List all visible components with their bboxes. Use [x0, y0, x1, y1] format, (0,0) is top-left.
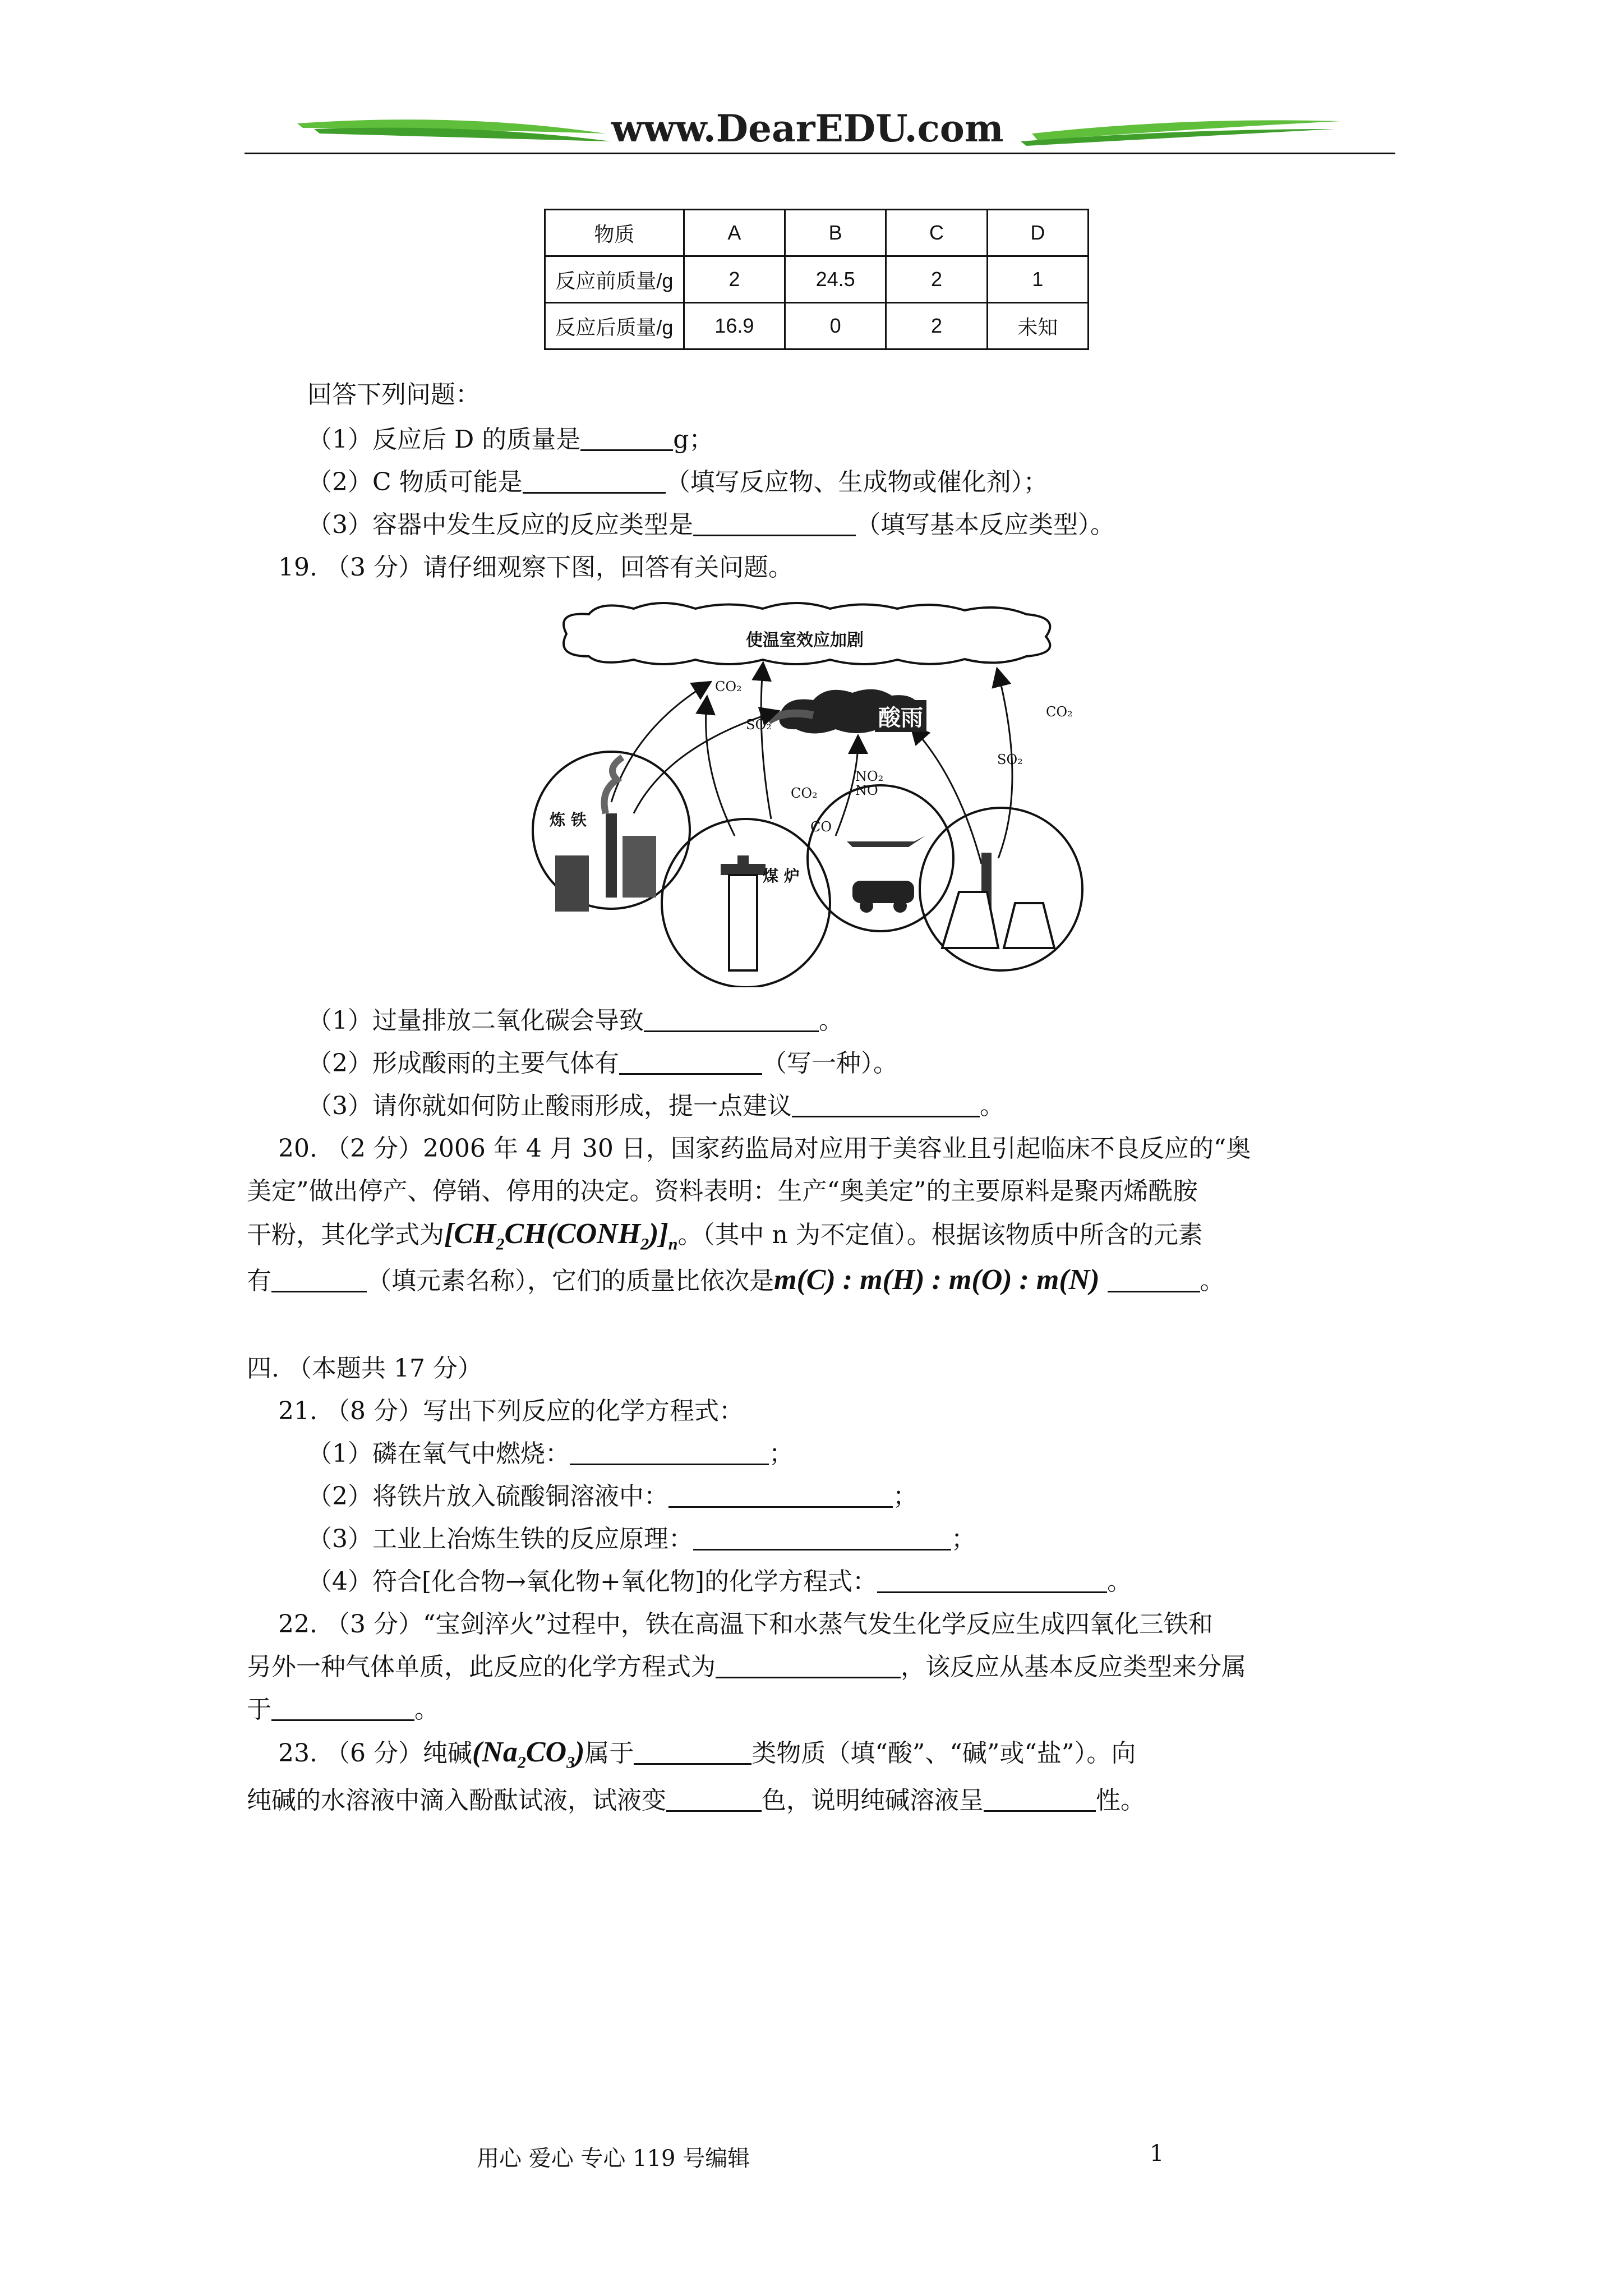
answer-blank[interactable] — [634, 1738, 751, 1765]
table-cell: 2 — [886, 256, 987, 303]
steel-label: 炼 铁 — [550, 811, 587, 829]
q21-part2: （2）将铁片放入硫酸铜溶液中： ； — [307, 1482, 917, 1511]
q21-title: 21. （8 分）写出下列反应的化学方程式： — [278, 1397, 744, 1425]
gas-label: CO — [810, 819, 832, 835]
q19-title: 19. （3 分）请仔细观察下图，回答有关问题。 — [278, 553, 793, 582]
stove-label: 煤 炉 — [763, 867, 800, 885]
answer-blank[interactable] — [666, 1786, 762, 1812]
answer-blank[interactable] — [523, 467, 666, 494]
pollution-diagram — [522, 600, 1105, 987]
q22-line1: 22. （3 分）“宝剑淬火”过程中，铁在高温下和水蒸气发生化学反应生成四氧化三铁和 — [278, 1610, 1213, 1639]
section-4-title: 四. （本题共 17 分） — [247, 1354, 482, 1383]
q21-part3: （3）工业上冶炼生铁的反应原理： ； — [307, 1525, 976, 1553]
answer-blank[interactable] — [792, 1091, 980, 1117]
gas-label: NO — [855, 783, 878, 798]
header-rule — [245, 153, 1395, 154]
answer-blank[interactable] — [984, 1786, 1096, 1812]
table-cell: 2 — [886, 303, 987, 349]
table-cell: 0 — [785, 303, 886, 349]
footer-text: 用心 爱心 专心 119 号编辑 — [477, 2146, 750, 2171]
table-row — [545, 256, 1089, 303]
answer-blank[interactable] — [644, 1006, 819, 1032]
q23-line1: 23. （6 分）纯碱$(Na_2CO_3)$属于 类物质（填“酸”、“碱”或“盐”）。向 — [278, 1736, 1136, 1772]
q18-part2: （2）C 物质可能是 （填写反应物、生成物或催化剂）； — [307, 468, 1048, 496]
gas-label: SO₂ — [997, 752, 1023, 767]
table-cell: 反应前质量/g — [545, 256, 684, 303]
gas-label: CO₂ — [1046, 704, 1073, 720]
acid-rain-label: 酸雨 — [875, 700, 926, 732]
answer-blank[interactable] — [271, 1695, 414, 1721]
answer-blank[interactable] — [693, 510, 856, 536]
q22-line2: 另外一种气体单质，此反应的化学方程式为 ，该反应从基本反应类型来分属 — [247, 1653, 1246, 1681]
table-cell: C — [886, 210, 987, 256]
table-cell: 2 — [684, 256, 785, 303]
page-number: 1 — [1150, 2141, 1164, 2166]
formula: $[CH_2CH(CONH_2)]_n$ — [444, 1218, 678, 1254]
formula-na2co3: $(Na_2CO_3)$ — [472, 1736, 585, 1772]
answer-blank[interactable] — [668, 1481, 893, 1508]
answer-blank[interactable] — [1108, 1266, 1200, 1292]
data-table — [544, 209, 1089, 350]
answer-blank[interactable] — [619, 1048, 762, 1075]
q18-part3: （3）容器中发生反应的反应类型是 （填写基本反应类型）。 — [307, 510, 1115, 539]
table-row — [545, 303, 1089, 349]
table-cell: 反应后质量/g — [545, 303, 684, 349]
q19-part1: （1）过量排放二氧化碳会导致 。 — [307, 1006, 843, 1035]
gas-label: NO₂ — [855, 769, 884, 784]
q22-line3: 于 。 — [247, 1695, 439, 1724]
q19-part2: （2）形成酸雨的主要气体有 （写一种）。 — [307, 1049, 898, 1078]
q20-line2: 美定”做出停产、停销、停用的决定。资料表明：生产“奥美定”的主要原料是聚丙烯酰胺 — [247, 1177, 1198, 1205]
q21-part1: （1）磷在氧气中燃烧： ； — [307, 1439, 794, 1468]
mass-ratio-formula: m(C) : m(H) : m(O) : m(N) — [774, 1264, 1100, 1296]
table-cell: 物质 — [545, 210, 684, 256]
gas-label: SO₂ — [746, 717, 772, 733]
table-cell: 1 — [987, 256, 1088, 303]
answer-blank[interactable] — [693, 1524, 951, 1550]
table-cell: D — [987, 210, 1088, 256]
table-cell: 24.5 — [785, 256, 886, 303]
table-cell: 16.9 — [684, 303, 785, 349]
gas-label: CO₂ — [791, 785, 818, 801]
header-logo — [292, 107, 1346, 157]
logo-text: www.DearEDU.com — [611, 107, 1004, 150]
answer-blank[interactable] — [580, 425, 673, 451]
q20-line1: 20. （2 分）2006 年 4 月 30 日，国家药监局对应用于美容业且引起临床不良反应的“奥 — [278, 1134, 1251, 1163]
answer-blank[interactable] — [570, 1439, 769, 1465]
q18-part1: （1）反应后 D 的质量是 g； — [307, 425, 714, 454]
table-cell: 未知 — [987, 303, 1088, 349]
answer-blank[interactable] — [271, 1266, 367, 1292]
table-cell: B — [785, 210, 886, 256]
gas-label: CO₂ — [715, 679, 742, 694]
q21-part4: （4）符合[化合物→氧化物+氧化物]的化学方程式： 。 — [307, 1567, 1132, 1596]
q19-part3: （3）请你就如何防止酸雨形成，提一点建议 。 — [307, 1092, 1004, 1120]
answer-blank[interactable] — [716, 1652, 901, 1678]
answer-blank[interactable] — [877, 1567, 1107, 1593]
cloud-label: 使温室效应加剧 — [746, 631, 864, 650]
table-header-row — [545, 210, 1089, 256]
q18-intro: 回答下列问题： — [307, 380, 480, 409]
q20-line3: 干粉，其化学式为$[CH_2CH(CONH_2)]_n$。（其中 n 为不定值）。根据该物质中所含的元素 — [247, 1218, 1203, 1254]
q23-line2: 纯碱的水溶液中滴入酚酞试液，试液变 色，说明纯碱溶液呈 性。 — [247, 1786, 1145, 1815]
table-cell: A — [684, 210, 785, 256]
q20-line4: 有 （填元素名称），它们的质量比依次是m(C) : m(H) : m(O) : m(N) 。 — [247, 1264, 1225, 1296]
